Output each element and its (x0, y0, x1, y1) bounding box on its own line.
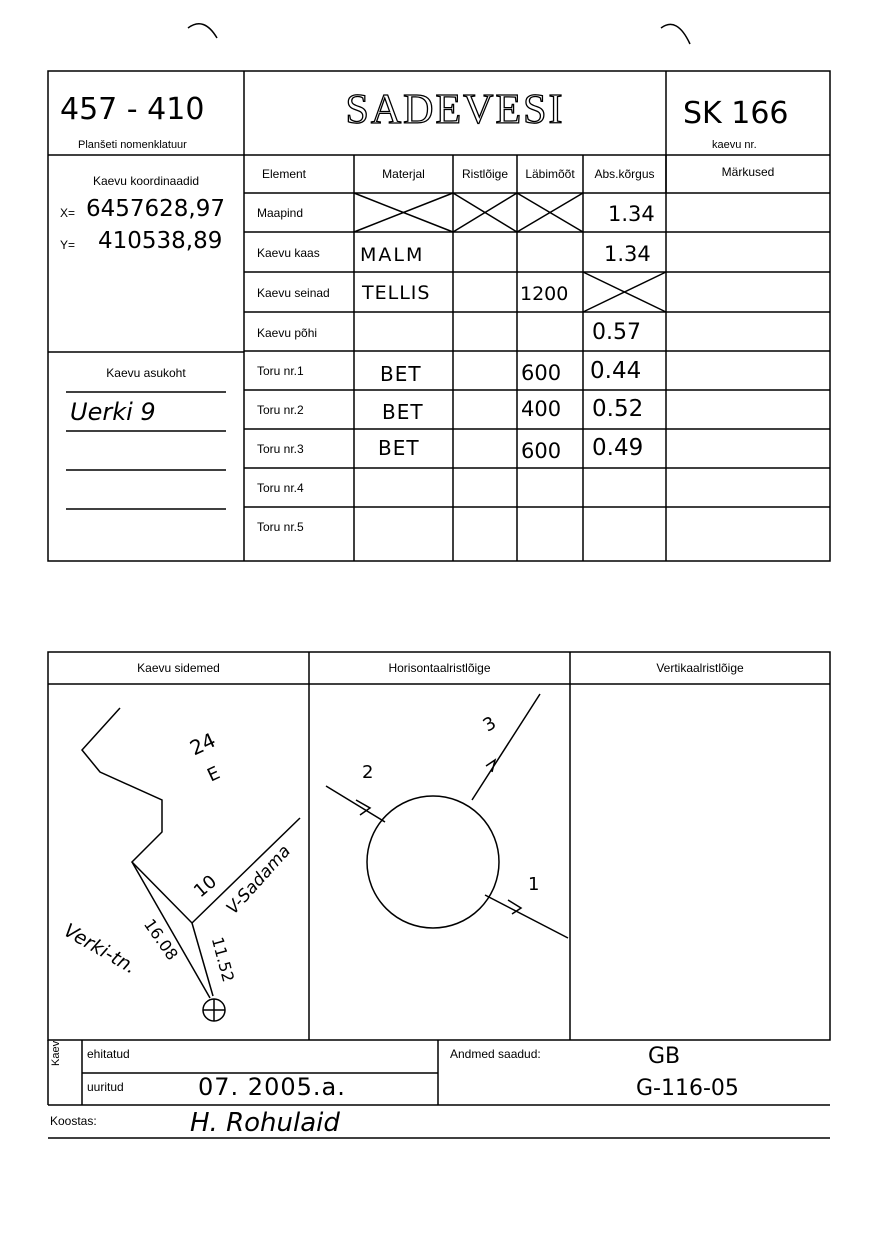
cell-abs-korgus: 0.44 (590, 358, 642, 384)
row-element-label: Kaevu seinad (257, 286, 330, 300)
well-number: SK 166 (683, 96, 789, 131)
inspected-date: 07. 2005.a. (198, 1073, 346, 1101)
cell-abs-korgus: 0.57 (592, 320, 641, 345)
x-prefix: X= (60, 206, 76, 220)
built-label: ehitatud (87, 1047, 130, 1061)
header-abs-korgus: Abs.kõrgus (594, 167, 655, 181)
sketch-number-24: 24 (186, 727, 220, 761)
cell-abs-korgus: 1.34 (608, 202, 655, 226)
row-element-label: Toru nr.4 (257, 481, 304, 495)
section-ties-label: Kaevu sidemed (137, 661, 220, 675)
street-label-verki: Verki-tn. (59, 919, 141, 979)
cell-abs-korgus: 0.52 (592, 396, 644, 422)
cell-labimoot: 600 (521, 361, 562, 385)
y-prefix: Y= (60, 238, 76, 252)
well-circle (367, 796, 499, 928)
row-element-label: Toru nr.2 (257, 403, 304, 417)
section-horizontal-label: Horisontaalristlõige (388, 661, 491, 675)
section-vertical-label: Vertikaalristlõige (656, 661, 744, 675)
footer-side-label: Kaev (50, 1040, 62, 1066)
cell-materjal: BET (382, 400, 424, 424)
sketch-distance-10: 10 (189, 871, 221, 902)
row-element-label: Toru nr.5 (257, 520, 304, 534)
pipe-3-line (472, 694, 540, 800)
row-element-label: Toru nr.1 (257, 364, 304, 378)
pipe-2-line (326, 786, 385, 822)
row-element-label: Kaevu põhi (257, 326, 318, 340)
pipe-label-3: 3 (479, 712, 500, 737)
header-ristloige: Ristlõige (461, 167, 509, 181)
binder-hole-right (661, 24, 690, 44)
location-value: Uerki 9 (70, 398, 156, 426)
header-labimoot: Läbimõõt (525, 167, 575, 181)
row-element-label: Toru nr.3 (257, 442, 304, 456)
sketch-distance-1152: 11.52 (207, 934, 239, 985)
pipe-label-1: 1 (528, 874, 540, 895)
cell-abs-korgus: 0.49 (592, 435, 644, 461)
well-number-label: kaevu nr. (712, 139, 757, 151)
row-element-label: Kaevu kaas (257, 246, 320, 260)
row-element-label: Maapind (257, 206, 304, 220)
sheet-number-label: Planšeti nomenklatuur (78, 139, 187, 151)
cell-materjal: BET (378, 436, 420, 460)
cell-materjal: MALM (360, 244, 425, 266)
street-label-v-sadama: V-Sadama (222, 841, 295, 919)
cell-labimoot: 400 (521, 397, 562, 421)
sketch-letter-e: E (204, 762, 224, 787)
location-label: Kaevu asukoht (106, 366, 186, 380)
header-element: Element (261, 167, 307, 181)
coordinates-label: Kaevu koordinaadid (92, 174, 200, 188)
binder-hole-left (188, 24, 217, 38)
y-coordinate: 410538,89 (98, 228, 223, 254)
cell-materjal: BET (380, 362, 422, 386)
data-source-2: G-116-05 (636, 1076, 739, 1101)
data-source-label: Andmed saadud: (450, 1047, 541, 1061)
header-markused: Märkused (721, 165, 775, 179)
header-materjal: Materjal (382, 167, 425, 181)
sketch-distance-1608: 16.08 (139, 915, 182, 964)
x-coordinate: 6457628,97 (86, 196, 226, 222)
pipe-1-line (485, 895, 568, 938)
cell-materjal: TELLIS (362, 282, 431, 304)
pipe-label-2: 2 (362, 762, 374, 783)
compiled-by: H. Rohulaid (190, 1108, 340, 1138)
compiled-label: Koostas: (50, 1114, 97, 1128)
form-title: SADEVESI (345, 87, 565, 133)
cell-abs-korgus: 1.34 (604, 242, 651, 266)
data-source-1: GB (648, 1044, 681, 1069)
cell-labimoot: 600 (521, 439, 562, 463)
cell-labimoot: 1200 (520, 283, 569, 305)
sheet-number: 457 - 410 (60, 92, 205, 127)
inspected-label: uuritud (87, 1080, 124, 1094)
